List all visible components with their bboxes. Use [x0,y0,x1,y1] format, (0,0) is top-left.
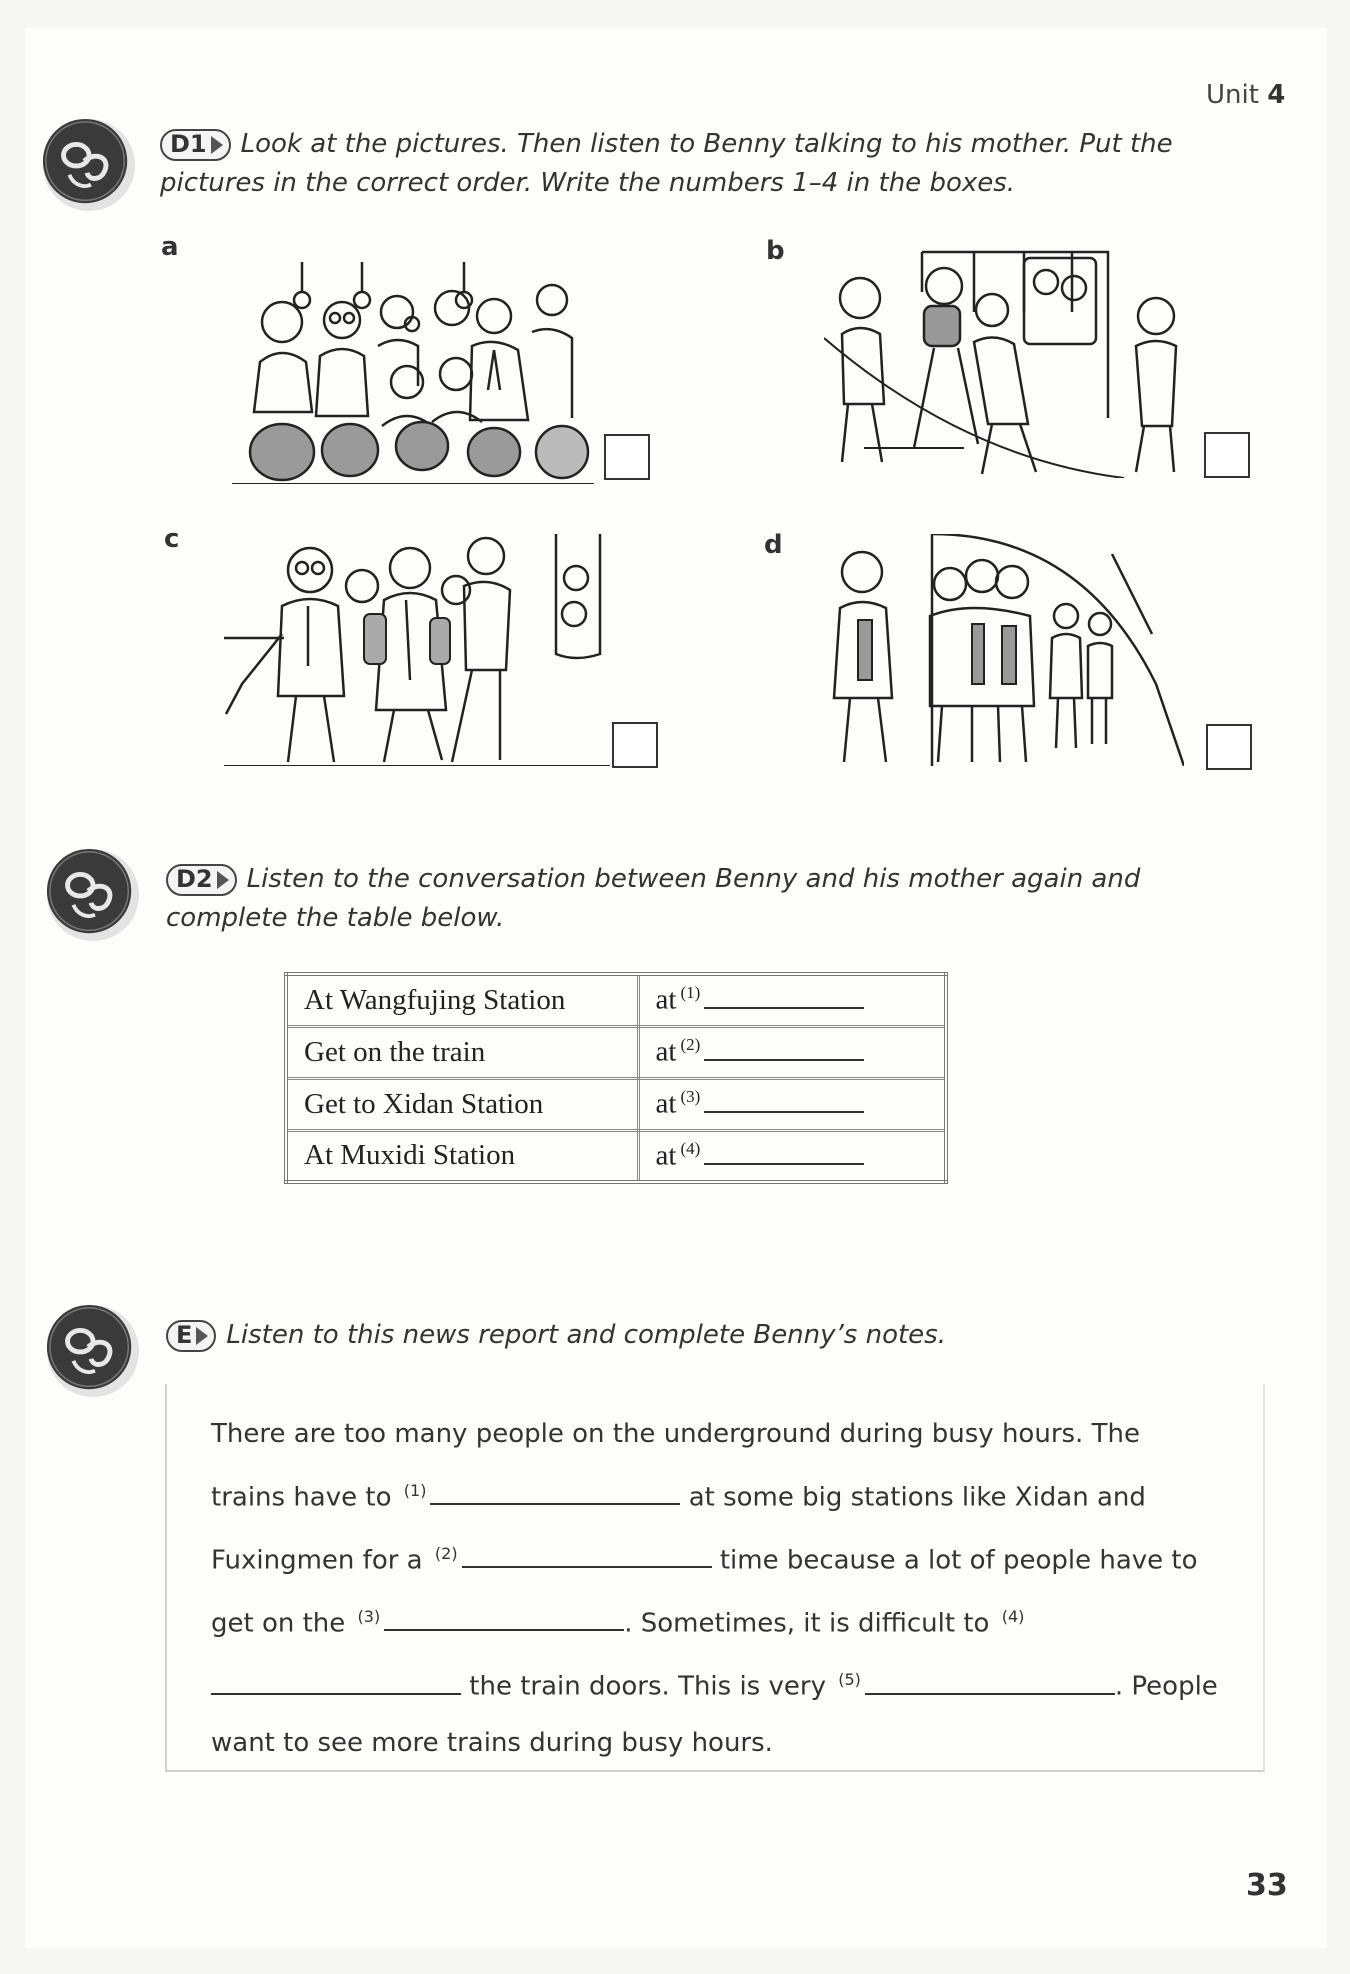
unit-word: Unit [1206,80,1259,110]
d2-timetable [284,972,948,1184]
row-label: At Wangfujing Station [286,974,638,1026]
row-label: Get to Xidan Station [286,1078,638,1130]
blank-number: (2) [680,1035,701,1055]
cd-audio-icon [44,846,142,944]
cd-audio-icon [44,1302,142,1400]
d1-instruction-block [160,125,1270,203]
picture-b-letter: b [766,236,785,266]
notes-blank-4[interactable] [211,1692,461,1695]
notes-text-3: time because a lot of people have to get on the [211,1545,1198,1639]
table-row [286,1078,946,1130]
answer-blank[interactable] [704,1110,864,1113]
row-answer-cell [638,1026,946,1078]
benny-notes-box [165,1384,1265,1772]
picture-a-letter: a [161,232,179,262]
d2-task-tag: D2 [166,864,237,896]
row-answer-cell [638,1078,946,1130]
row-label: Get on the train [286,1026,638,1078]
at-prefix: at [655,984,677,1017]
d1-task-tag: D1 [160,129,231,161]
blank-number: (4) [1001,1606,1025,1626]
answer-blank[interactable] [704,1058,864,1061]
play-icon [196,1327,208,1345]
at-prefix: at [655,1139,677,1172]
picture-b-answer-box[interactable] [1204,432,1250,478]
picture-d-answer-box[interactable] [1206,724,1252,770]
blank-number: (4) [680,1138,701,1158]
picture-c-getting-off [224,534,610,766]
page-number: 33 [1246,1868,1288,1903]
e-instruction: Listen to this news report and complete Benny’s notes. [226,1320,946,1350]
d2-instruction: Listen to the conversation between Benny and his mother again and complete the table below. [166,864,1141,933]
table-row [286,1130,946,1182]
blank-number: (3) [680,1087,701,1107]
blank-number: (5) [838,1669,861,1689]
row-answer-cell [638,974,946,1026]
answer-blank[interactable] [704,1006,864,1009]
picture-a-crowded-carriage [232,262,594,484]
e-task-tag: E [166,1320,216,1352]
play-icon [217,871,229,889]
notes-text-6: . People want to see more trains during busy hours. [211,1671,1218,1759]
blank-number: (1) [680,983,701,1003]
notes-blank-3[interactable] [384,1628,624,1631]
e-instruction-block [166,1316,1266,1355]
benny-notes-text [211,1406,1221,1772]
unit-number: 4 [1267,80,1286,110]
cd-audio-icon [40,116,138,214]
notes-blank-5[interactable] [865,1692,1115,1695]
row-answer-cell [638,1130,946,1182]
unit-label [1206,80,1285,110]
picture-c-answer-box[interactable] [612,722,658,768]
blank-number: (3) [357,1606,381,1626]
table-row [286,974,946,1026]
notes-blank-2[interactable] [462,1565,712,1568]
notes-text-4: . Sometimes, it is difficult to [624,1608,990,1639]
notes-text-2: at some big stations like Xidan and Fuxingmen for a [211,1482,1146,1576]
d1-instruction: Look at the pictures. Then listen to Benny talking to his mother. Put the pictures in the correct order. Write the numbers 1–4 in the boxes. [160,129,1173,198]
picture-a-answer-box[interactable] [604,434,650,480]
d2-instruction-block [166,860,1266,938]
notes-text-1: There are too many people on the underground during busy hours. The trains have to [211,1419,1140,1513]
notes-text-5: the train doors. This is very [469,1671,826,1702]
blank-number: (1) [403,1480,427,1500]
blank-number: (2) [434,1543,458,1563]
notes-blank-1[interactable] [430,1502,680,1505]
answer-blank[interactable] [704,1162,864,1165]
picture-d-letter: d [764,530,783,560]
row-label: At Muxidi Station [286,1130,638,1182]
picture-d-station-platform [822,534,1184,766]
at-prefix: at [655,1035,677,1068]
play-icon [211,136,223,154]
picture-c-letter: c [164,524,180,554]
at-prefix: at [655,1087,677,1120]
table-row [286,1026,946,1078]
picture-b-boarding-train [824,238,1200,478]
